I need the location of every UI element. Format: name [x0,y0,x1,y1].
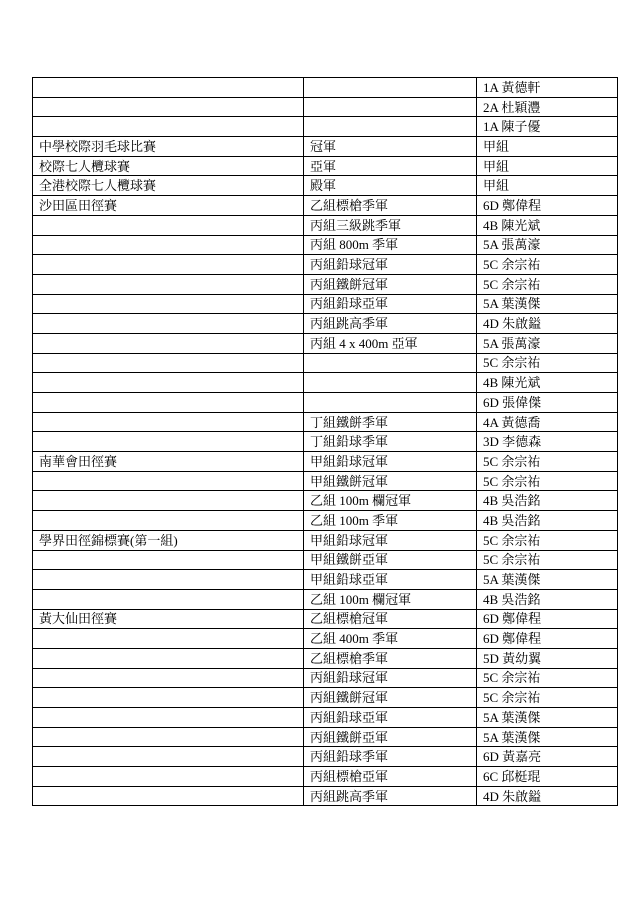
table-row [33,176,618,196]
cell-recipient: 甲組 [477,156,618,176]
cell-recipient: 4B 陳光斌 [477,373,618,393]
cell-competition [33,589,304,609]
cell-competition [33,629,304,649]
table-row [33,668,618,688]
cell-award: 丙組鉛球冠軍 [304,668,477,688]
cell-competition: 南華會田徑賽 [33,452,304,472]
cell-competition [33,648,304,668]
cell-competition [33,747,304,767]
cell-recipient: 6D 鄭偉程 [477,629,618,649]
cell-recipient: 5C 余宗祐 [477,471,618,491]
cell-recipient: 4B 吳浩銘 [477,511,618,531]
table-row [33,747,618,767]
table-row [33,235,618,255]
cell-recipient: 3D 李德森 [477,432,618,452]
cell-award: 冠軍 [304,137,477,157]
table-row [33,530,618,550]
cell-recipient: 甲組 [477,137,618,157]
cell-competition [33,511,304,531]
cell-award: 丁組鐵餅季軍 [304,412,477,432]
cell-competition: 中學校際羽毛球比賽 [33,137,304,157]
cell-competition [33,708,304,728]
cell-competition [33,786,304,806]
cell-award: 丙組跳高季軍 [304,786,477,806]
cell-competition [33,314,304,334]
cell-award: 丙組 4 x 400m 亞軍 [304,333,477,353]
cell-award [304,97,477,117]
awards-table [32,77,618,806]
cell-competition [33,412,304,432]
cell-award: 丙組鐵餅冠軍 [304,274,477,294]
table-row [33,137,618,157]
table-row [33,274,618,294]
cell-competition [33,333,304,353]
cell-recipient: 5C 余宗祐 [477,353,618,373]
cell-award: 丙組鉛球亞軍 [304,708,477,728]
table-row [33,432,618,452]
table-row [33,294,618,314]
cell-award [304,78,477,98]
cell-recipient: 4B 陳光斌 [477,215,618,235]
table-row [33,156,618,176]
cell-competition [33,550,304,570]
table-row [33,452,618,472]
cell-competition: 學界田徑錦標賽(第一組) [33,530,304,550]
cell-recipient: 4D 朱啟鎰 [477,786,618,806]
cell-competition [33,294,304,314]
cell-recipient: 5C 余宗祐 [477,274,618,294]
cell-recipient: 2A 杜穎灃 [477,97,618,117]
cell-award [304,117,477,137]
cell-award: 甲組鐵餅亞軍 [304,550,477,570]
table-row [33,767,618,787]
cell-competition [33,727,304,747]
table-row [33,373,618,393]
cell-competition [33,668,304,688]
cell-competition [33,471,304,491]
cell-recipient: 5C 余宗祐 [477,255,618,275]
cell-competition [33,491,304,511]
cell-competition [33,570,304,590]
cell-competition: 黃大仙田徑賽 [33,609,304,629]
cell-award: 乙組 400m 季軍 [304,629,477,649]
cell-competition [33,373,304,393]
table-row [33,511,618,531]
table-row [33,333,618,353]
cell-award: 殿軍 [304,176,477,196]
cell-recipient: 5A 葉漢傑 [477,570,618,590]
cell-competition: 全港校際七人欖球賽 [33,176,304,196]
cell-competition [33,235,304,255]
cell-award: 丙組 800m 季軍 [304,235,477,255]
cell-competition [33,353,304,373]
cell-award: 甲組鉛球冠軍 [304,530,477,550]
cell-recipient: 甲組 [477,176,618,196]
cell-recipient: 6D 張偉傑 [477,393,618,413]
cell-competition [33,78,304,98]
table-row [33,648,618,668]
cell-award: 丙組鉛球亞軍 [304,294,477,314]
table-row [33,393,618,413]
cell-award [304,353,477,373]
cell-recipient: 5D 黃幼翼 [477,648,618,668]
table-row [33,570,618,590]
cell-award: 乙組 100m 欄冠軍 [304,589,477,609]
table-row [33,727,618,747]
table-row [33,471,618,491]
cell-award: 丙組標槍亞軍 [304,767,477,787]
cell-recipient: 6C 邱梃琨 [477,767,618,787]
table-row [33,629,618,649]
table-row [33,117,618,137]
table-row [33,786,618,806]
cell-award: 乙組 100m 季軍 [304,511,477,531]
table-row [33,589,618,609]
cell-recipient: 6D 鄭偉程 [477,609,618,629]
table-row [33,688,618,708]
cell-recipient: 4B 吳浩銘 [477,491,618,511]
table-row [33,491,618,511]
cell-recipient: 1A 黃德軒 [477,78,618,98]
cell-recipient: 4A 黃德喬 [477,412,618,432]
cell-competition: 沙田區田徑賽 [33,196,304,216]
cell-recipient: 5A 葉漢傑 [477,294,618,314]
cell-competition [33,393,304,413]
table-row [33,412,618,432]
cell-competition [33,255,304,275]
cell-award: 丙組跳高季軍 [304,314,477,334]
cell-award: 乙組標槍冠軍 [304,609,477,629]
cell-competition [33,274,304,294]
cell-award: 乙組標槍季軍 [304,648,477,668]
cell-recipient: 4D 朱啟鎰 [477,314,618,334]
cell-recipient: 5A 葉漢傑 [477,708,618,728]
awards-table-body [33,78,618,806]
cell-award: 甲組鉛球亞軍 [304,570,477,590]
cell-competition: 校際七人欖球賽 [33,156,304,176]
cell-award: 丙組鉛球冠軍 [304,255,477,275]
table-row [33,550,618,570]
cell-recipient: 1A 陳子優 [477,117,618,137]
cell-recipient: 5C 余宗祐 [477,530,618,550]
table-row [33,255,618,275]
cell-recipient: 4B 吳浩銘 [477,589,618,609]
cell-award: 乙組 100m 欄冠軍 [304,491,477,511]
table-row [33,215,618,235]
table-row [33,78,618,98]
cell-recipient: 5C 余宗祐 [477,550,618,570]
table-row [33,196,618,216]
table-row [33,97,618,117]
cell-competition [33,767,304,787]
cell-recipient: 5A 葉漢傑 [477,727,618,747]
cell-award: 丁組鉛球季軍 [304,432,477,452]
cell-recipient: 5A 張萬濠 [477,333,618,353]
cell-competition [33,215,304,235]
table-row [33,708,618,728]
cell-recipient: 6D 鄭偉程 [477,196,618,216]
table-row [33,314,618,334]
cell-award: 丙組鉛球季軍 [304,747,477,767]
cell-recipient: 6D 黃嘉亮 [477,747,618,767]
cell-award: 丙組鐵餅冠軍 [304,688,477,708]
cell-recipient: 5A 張萬濠 [477,235,618,255]
cell-recipient: 5C 余宗祐 [477,452,618,472]
table-row [33,353,618,373]
cell-competition [33,432,304,452]
cell-competition [33,117,304,137]
cell-award: 丙組三級跳季軍 [304,215,477,235]
cell-competition [33,688,304,708]
cell-award [304,393,477,413]
cell-award: 甲組鉛球冠軍 [304,452,477,472]
cell-competition [33,97,304,117]
cell-recipient: 5C 余宗祐 [477,688,618,708]
cell-award: 丙組鐵餅亞軍 [304,727,477,747]
cell-recipient: 5C 余宗祐 [477,668,618,688]
cell-award: 甲組鐵餅冠軍 [304,471,477,491]
cell-award: 亞軍 [304,156,477,176]
cell-award [304,373,477,393]
cell-award: 乙組標槍季軍 [304,196,477,216]
table-row [33,609,618,629]
